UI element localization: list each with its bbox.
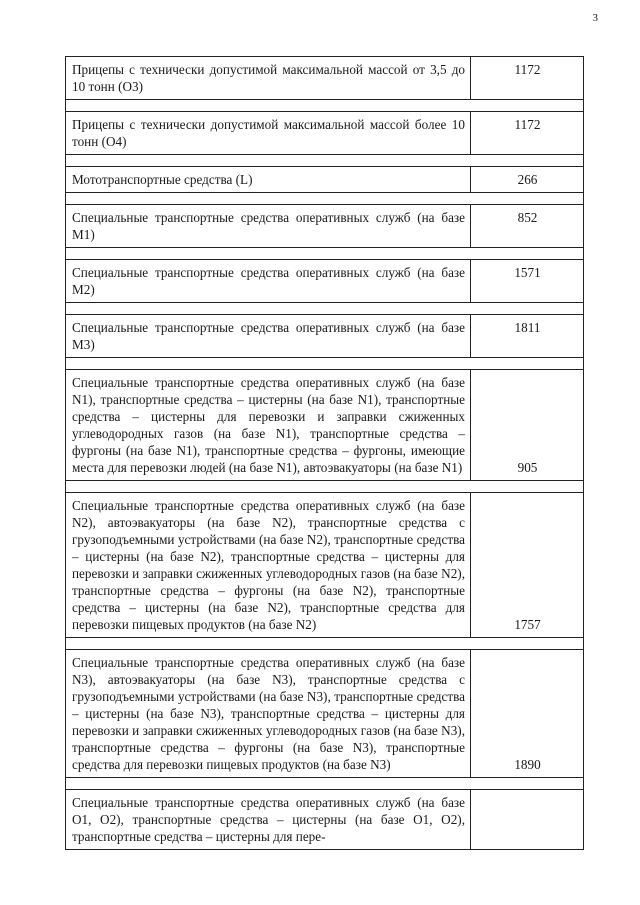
table-row — [66, 260, 584, 303]
row-spacer-cell — [66, 100, 584, 112]
row-spacer — [66, 193, 584, 205]
row-spacer-cell — [66, 303, 584, 315]
fee-value-cell: 1890 — [471, 650, 584, 778]
vehicle-fee-table — [65, 56, 584, 850]
row-spacer-cell — [66, 358, 584, 370]
fee-value-cell: 266 — [471, 167, 584, 193]
row-spacer-cell — [66, 778, 584, 790]
page-number: 3 — [592, 12, 598, 24]
fee-value-cell: 1172 — [471, 57, 584, 100]
table-row — [66, 57, 584, 100]
table-row — [66, 370, 584, 481]
row-spacer-cell — [66, 248, 584, 260]
vehicle-category-cell: Мототранспортные средства (L) — [66, 167, 471, 193]
fee-value-cell — [471, 790, 584, 850]
vehicle-category-cell: Специальные транспортные средства оперативных служб (на базе N1), транспортные средства – цистерны (на базе N1), транспортные средства – цистерны для перевозки и заправки сжиженных углеводородных газов (на базе N1), транспортные средства – фургоны (на базе N1), транспортные средства – фургоны, имеющие места для перевозки людей (на базе N1), автоэвакуаторы (на базе N1) — [66, 370, 471, 481]
table-row — [66, 790, 584, 850]
row-spacer — [66, 778, 584, 790]
row-spacer — [66, 100, 584, 112]
vehicle-category-cell: Специальные транспортные средства оперативных служб (на базе О1, О2), транспортные средства – цистерны (на базе О1, О2), транспортные средства – цистерны для пере- — [66, 790, 471, 850]
fee-value-cell: 905 — [471, 370, 584, 481]
row-spacer — [66, 481, 584, 493]
table-row — [66, 650, 584, 778]
row-spacer — [66, 303, 584, 315]
vehicle-category-cell: Специальные транспортные средства оперативных служб (на базе М1) — [66, 205, 471, 248]
row-spacer — [66, 248, 584, 260]
table-row — [66, 167, 584, 193]
vehicle-category-cell: Прицепы с технически допустимой максимальной массой более 10 тонн (О4) — [66, 112, 471, 155]
row-spacer-cell — [66, 193, 584, 205]
fee-value-cell: 1811 — [471, 315, 584, 358]
fee-value-cell: 1172 — [471, 112, 584, 155]
row-spacer-cell — [66, 638, 584, 650]
row-spacer — [66, 358, 584, 370]
table-row — [66, 315, 584, 358]
row-spacer-cell — [66, 155, 584, 167]
vehicle-category-cell: Специальные транспортные средства оперативных служб (на базе N3), автоэвакуаторы (на базе N3), транспортные средства с грузоподъемными устройствами (на базе N3), транспортные средства – цистерны (на базе N3), транспортные средства – цистерны для перевозки и заправки сжиженных углеводородных газов (на базе N3), транспортные средства – фургоны (на базе N3), транспортные средства для перевозки пищевых продуктов (на базе N3) — [66, 650, 471, 778]
table-row — [66, 112, 584, 155]
table-row — [66, 493, 584, 638]
row-spacer — [66, 638, 584, 650]
vehicle-category-cell: Прицепы с технически допустимой максимальной массой от 3,5 до 10 тонн (О3) — [66, 57, 471, 100]
fee-value-cell: 852 — [471, 205, 584, 248]
vehicle-category-cell: Специальные транспортные средства оперативных служб (на базе N2), автоэвакуаторы (на базе N2), транспортные средства с грузоподъемными устройствами (на базе N2), транспортные средства – цистерны (на базе N2), транспортные средства – цистерны для перевозки и заправки сжиженных углеводородных газов (на базе N2), транспортные средства – фургоны (на базе N2), транспортные средства – цистерны (на базе N2), транспортные средства для перевозки пищевых продуктов (на базе N2) — [66, 493, 471, 638]
vehicle-category-cell: Специальные транспортные средства оперативных служб (на базе М3) — [66, 315, 471, 358]
fee-value-cell: 1757 — [471, 493, 584, 638]
table-row — [66, 205, 584, 248]
vehicle-category-cell: Специальные транспортные средства оперативных служб (на базе М2) — [66, 260, 471, 303]
row-spacer-cell — [66, 481, 584, 493]
fee-value-cell: 1571 — [471, 260, 584, 303]
row-spacer — [66, 155, 584, 167]
